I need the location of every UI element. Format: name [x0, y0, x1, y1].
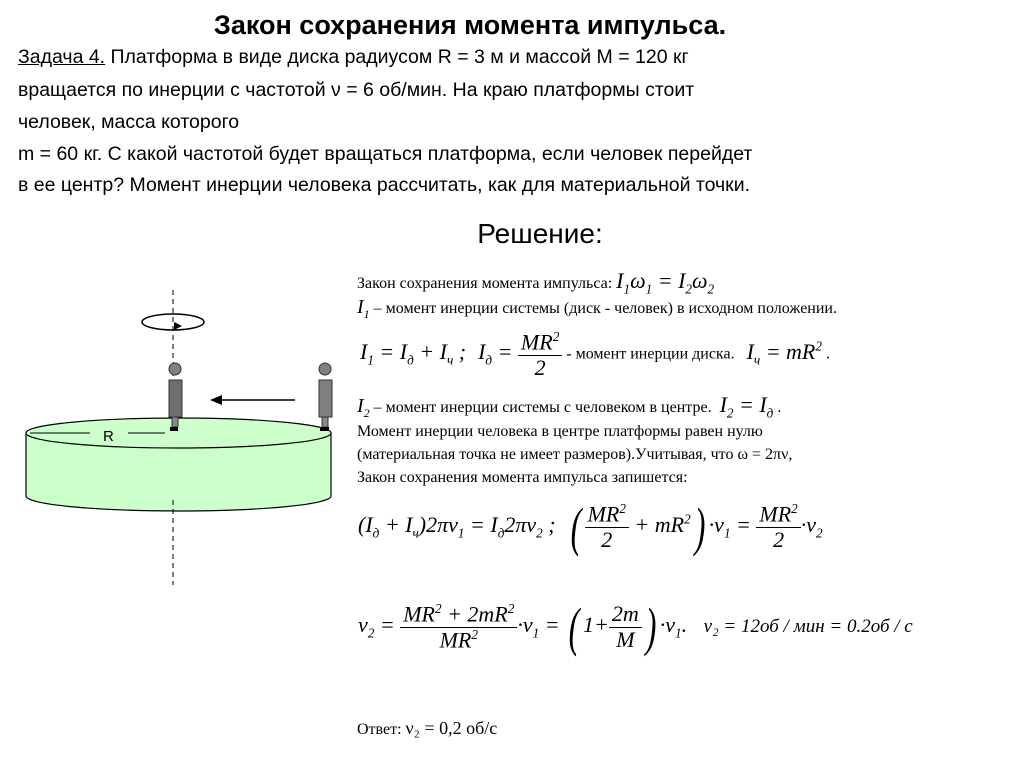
platform-diagram: [0, 0, 360, 600]
answer-label: Ответ:: [357, 721, 402, 738]
platform-disk: [26, 418, 331, 511]
fraction-mr2-2: $\frac{MR^2}{2}$: [518, 330, 562, 380]
law-text: Закон сохранения момента импульса:: [357, 275, 613, 292]
move-arrow-icon: [210, 395, 295, 405]
formula-law: $I_1\omega_1 = I_2\omega_2$: [616, 268, 715, 297]
task-label: Задача 4.: [18, 46, 106, 68]
task-line-5: в ее центр? Момент инерции человека рассчитать, как для материальной точки.: [18, 174, 751, 196]
task-line-2: вращается по инерции с частотой ν = 6 об/мин. На краю платформы стоит: [18, 79, 695, 101]
task-text: Платформа в виде диска радиусом R = 3 м и массой M = 120 кг: [105, 46, 689, 68]
i1-formula-line: $I_1 = I_д + I_ч$ ; $I_д$ = $\frac{MR^2}{2}$ - момент инерции диска. $I_ч = mR^2$ .: [360, 329, 830, 380]
answer-value: ν₂ = 0,2 об/с: [405, 718, 498, 738]
formula-ich: $I_ч = mR^2$: [746, 338, 822, 367]
result-value: ν₂ = 12об / мин = 0.2об / с: [703, 616, 913, 638]
formula-conservation: $(I_д + I_ч)2\pi\nu_1 = I_д2\pi\nu_2$ ; ( $\frac{MR^2}{2}$ + $mR^2) \cdot\nu_1$ = $\frac{MR^2}{2}$ $\cdot\nu_2$: [358, 497, 823, 557]
i1-line: $I_1$ – момент инерции системы (диск - человек) в исходном положении.: [357, 296, 837, 321]
law-line: [357, 268, 714, 297]
text-line-5: Момент инерции человека в центре платформы равен нулю: [357, 423, 763, 440]
answer-line: [357, 718, 497, 739]
slide-title: Закон сохранения момента импульса.: [213, 10, 727, 40]
task-line-4: m = 60 кг. С какой частотой будет вращаться платформа, если человек перейдет: [18, 143, 753, 165]
disk-desc: - момент инерции диска.: [566, 345, 735, 363]
solution-heading: Решение:: [477, 218, 603, 249]
formula-i1: $I_1 = I_д + I_ч$ ;: [360, 338, 467, 367]
person-edge-icon: [319, 363, 332, 431]
text-line-6: (материальная точка не имеет размеров).Учитывая, что ω = 2πν,: [357, 446, 793, 463]
i2-line: $I_2$ – момент инерции системы с человеком в центре. $I_2 = I_д$ .: [357, 392, 782, 421]
text-line-7: Закон сохранения момента импульса запишется:: [357, 469, 688, 486]
radius-label: R: [103, 428, 114, 445]
i2-desc: – момент инерции системы с человеком в центре.: [369, 399, 712, 416]
task-line-3: человек, масса которого: [18, 111, 240, 133]
formula-nu2: $\nu_2$ = $\frac{MR^2 + 2mR^2}{MR^2}$ $\cdot\nu_1$ = ( 1+ $\frac{2m}{M}$ ) $\cdot\nu_1$. ν₂ = 12об / мин = 0.2об / с: [358, 597, 913, 657]
formula-i2: $I_2 = I_д$: [719, 392, 774, 421]
i1-desc: – момент инерции системы (диск - человек) в исходном положении.: [369, 300, 837, 317]
